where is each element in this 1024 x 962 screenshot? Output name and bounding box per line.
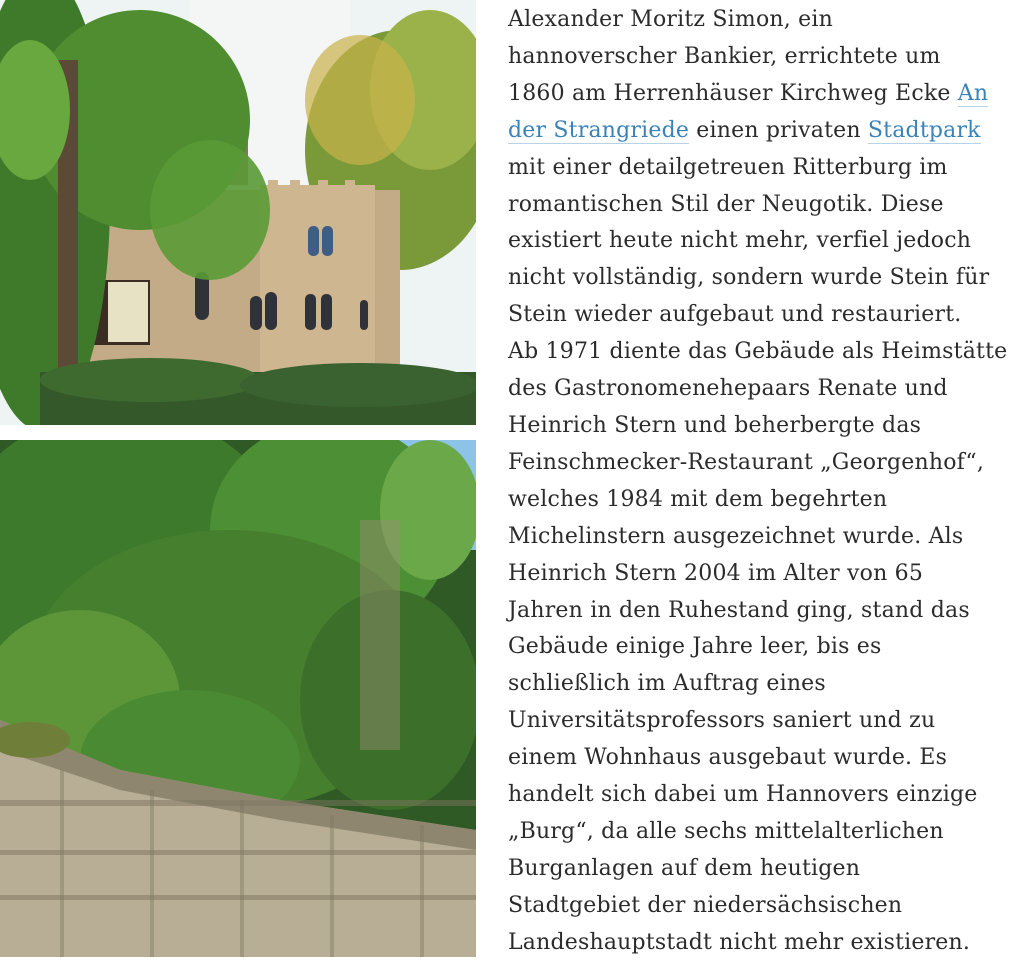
article-line bbox=[508, 150, 1008, 187]
article-line bbox=[508, 740, 1008, 777]
article-text-segment: Stadtgebiet der niedersächsischen bbox=[508, 892, 903, 918]
article-text-segment: Gebäude einige Jahre leer, bis es bbox=[508, 634, 882, 660]
article-text-segment: Ab 1971 diente das Gebäude als Heimstätte bbox=[508, 339, 1008, 365]
article-line bbox=[508, 851, 1008, 888]
article-link[interactable]: An bbox=[957, 80, 989, 106]
article-line bbox=[508, 187, 1008, 224]
castle-photo bbox=[0, 0, 476, 425]
article-line bbox=[508, 888, 1008, 925]
article-link[interactable]: Stadtpark bbox=[867, 117, 981, 143]
article-line bbox=[508, 519, 1008, 556]
castle-photo-illustration bbox=[0, 0, 476, 425]
article-text-segment: 1860 am Herrenhäuser Kirchweg Ecke bbox=[508, 80, 958, 106]
article-line bbox=[508, 371, 1008, 408]
article-text-segment: Alexander Moritz Simon, ein bbox=[508, 7, 833, 32]
article-text-segment: welches 1984 mit dem begehrten bbox=[508, 486, 888, 512]
article-text-segment: handelt sich dabei um Hannovers einzige bbox=[508, 782, 978, 808]
article-line bbox=[508, 556, 1008, 593]
article-line bbox=[508, 2, 1008, 39]
stone-wall-photo bbox=[0, 440, 476, 957]
article-text-segment: nicht vollständig, sondern wurde Stein für bbox=[508, 265, 990, 291]
article-text-segment: einem Wohnhaus ausgebaut wurde. Es bbox=[508, 745, 948, 771]
article-text-segment: Universitätsprofessors saniert und zu bbox=[508, 708, 936, 734]
article-line bbox=[508, 39, 1008, 76]
article-text bbox=[508, 2, 1008, 962]
article-text-segment: romantischen Stil der Neugotik. Diese bbox=[508, 191, 944, 217]
stone-wall-photo-illustration bbox=[0, 440, 476, 957]
article-line bbox=[508, 445, 1008, 482]
article-line bbox=[508, 260, 1008, 297]
article-link[interactable]: der Strangriede bbox=[508, 117, 690, 143]
article-line bbox=[508, 703, 1008, 740]
article-line bbox=[508, 666, 1008, 703]
article-line bbox=[508, 334, 1008, 371]
article-text-segment: Michelinstern ausgezeichnet wurde. Als bbox=[508, 523, 964, 549]
article-text-segment: Feinschmecker-Restaurant „Georgenhof“, bbox=[508, 449, 985, 475]
article-line bbox=[508, 629, 1008, 666]
article-line bbox=[508, 925, 1008, 962]
article-line bbox=[508, 113, 1008, 150]
article-text-segment: „Burg“, da alle sechs mittelalterlichen bbox=[508, 818, 944, 844]
article-text-segment: Burganlagen auf dem heutigen bbox=[508, 855, 861, 881]
article-line bbox=[508, 76, 1008, 113]
article-text-segment: Heinrich Stern 2004 im Alter von 65 bbox=[508, 560, 924, 586]
article-line bbox=[508, 297, 1008, 334]
article-line bbox=[508, 777, 1008, 814]
article-text-segment: des Gastronomenehepaars Renate und bbox=[508, 376, 948, 402]
article-line bbox=[508, 482, 1008, 519]
article-line bbox=[508, 223, 1008, 260]
article-text-segment: schließlich im Auftrag eines bbox=[508, 671, 826, 697]
article-text-segment: hannoverscher Bankier, errichtete um bbox=[508, 43, 941, 69]
article-line bbox=[508, 814, 1008, 851]
article-text-segment: existiert heute nicht mehr, verfiel jedoch bbox=[508, 228, 972, 254]
article-line bbox=[508, 408, 1008, 445]
article-line bbox=[508, 593, 1008, 630]
article-text-segment: Landeshauptstadt nicht mehr existieren. bbox=[508, 929, 971, 955]
article-text-segment: einen privaten bbox=[689, 117, 868, 143]
article-text-segment: mit einer detailgetreuen Ritterburg im bbox=[508, 154, 948, 180]
article-text-segment: Stein wieder aufgebaut und restauriert. bbox=[508, 302, 962, 328]
article-text-segment: Jahren in den Ruhestand ging, stand das bbox=[508, 597, 970, 623]
article-text-segment: Heinrich Stern und beherbergte das bbox=[508, 412, 922, 438]
